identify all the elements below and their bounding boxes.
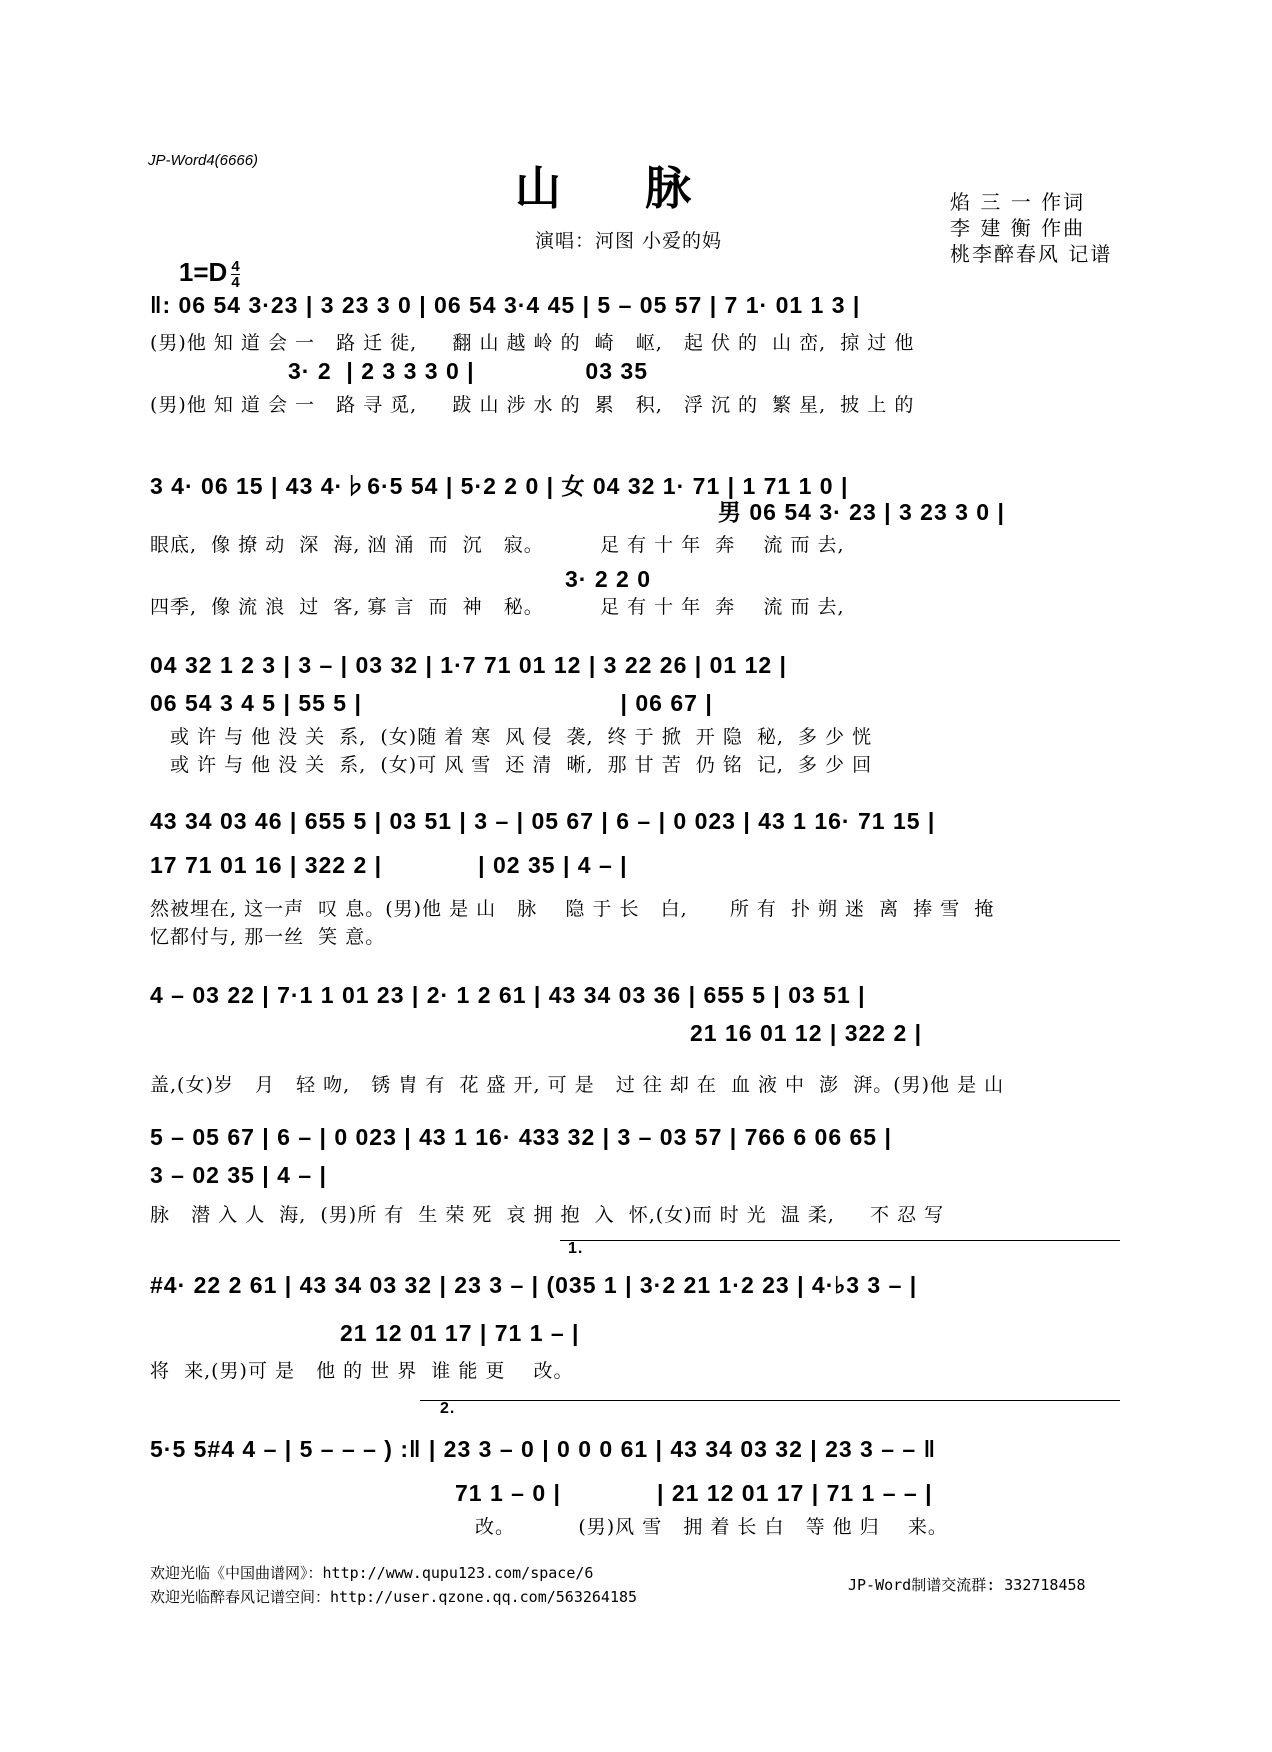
system2-alt-notes: 3· 2 2 0 (565, 566, 651, 592)
system1-notes: ‖: 06 54 3·23 | 3 23 3 0 | 06 54 3·4 45 | 5 – 05 57 | 7 1· 01 1 3 | (150, 292, 861, 318)
system8-notes-lower: 71 1 – 0 | | 21 12 01 17 | 71 1 – – | (455, 1480, 933, 1506)
system2-notes-upper: 3 4· 06 15 | 43 4·♭6·5 54 | 5·2 2 0 | 女 04 32 1· 71 | 1 71 1 0 | (150, 473, 849, 499)
system3-lyric-verse2: 或 许 与 他 没 关 系, (女)可 风 雪 还 清 晰, 那 甘 苦 仍 铭 记, 多 少 回 (170, 754, 873, 776)
transcriber-credit: 桃李醉春风 记谱 (950, 242, 1113, 266)
footer-site-link: 欢迎光临《中国曲谱网》：http://www.qupu123.com/space/6 (150, 1564, 594, 1582)
system2-lyric-verse1: 眼底, 像 撩 动 深 海, 汹 涌 而 沉 寂。 足 有 十 年 奔 流 而 去, (150, 534, 845, 556)
system6-lyric: 脉 潜 入 人 海, (男)所 有 生 荣 死 哀 拥 抱 入 怀,(女)而 时 光 温 柔, 不 忍 写 (150, 1204, 945, 1226)
footer-space-link: 欢迎光临醉春风记谱空间：http://user.qzone.qq.com/563264185 (150, 1588, 638, 1606)
system4-lyric-verse2: 忆都付与, 那一丝 笑 意。 (150, 926, 386, 948)
time-top: 4 (231, 257, 240, 275)
song-title: 山 脉 (515, 161, 696, 215)
system1-lyric-verse2: (男)他 知 道 会 一 路 寻 觅, 跋 山 涉 水 的 累 积, 浮 沉 的 繁 星, 披 上 的 (150, 394, 915, 416)
system8-notes-upper: 5·5 5#4 4 – | 5 – – – ) :‖ | 23 3 – 0 | 0 0 0 61 | 43 34 03 32 | 23 3 – – ‖ (150, 1436, 937, 1462)
system5-notes-upper: 4 – 03 22 | 7·1 1 01 23 | 2· 1 2 61 | 43 34 03 36 | 655 5 | 03 51 | (150, 982, 866, 1008)
system7-notes-lower: 21 12 01 17 | 71 1 – | (340, 1320, 580, 1346)
volta-2-bracket (420, 1400, 1120, 1401)
system7-notes-upper: #4· 22 2 61 | 43 34 03 32 | 23 3 – | (035 1 | 3·2 21 1·2 23 | 4·♭3 3 – | (150, 1272, 918, 1298)
system8-lyric: 改。 (男)风 雪 拥 着 长 白 等 他 归 来。 (475, 1516, 948, 1538)
system1-alt-notes: 3· 2 | 2 3 3 3 0 | 03 35 (288, 358, 648, 384)
volta-1-label: 1. (568, 1240, 584, 1257)
system6-notes-upper: 5 – 05 67 | 6 – | 0 023 | 43 1 16· 433 32 | 3 – 03 57 | 766 6 06 65 | (150, 1124, 892, 1150)
system3-notes-upper: 04 32 1 2 3 | 3 – | 03 32 | 1·7 71 01 12 | 3 22 26 | 01 12 | (150, 652, 787, 678)
composer-credit: 李 建 衡 作曲 (950, 216, 1086, 240)
key-label: 1=D (178, 257, 228, 287)
volta-1-bracket (560, 1240, 1120, 1241)
system4-lyric-verse1: 然被埋在, 这一声 叹 息。(男)他 是 山 脉 隐 于 长 白, 所 有 扑 朔 迷 离 捧 雪 掩 (150, 898, 995, 920)
system3-notes-lower: 06 54 3 4 5 | 55 5 | | 06 67 | (150, 690, 713, 716)
time-bottom: 4 (231, 273, 240, 291)
system1-lyric-verse1: (男)他 知 道 会 一 路 迁 徙, 翻 山 越 岭 的 崎 岖, 起 伏 的 山 峦, 掠 过 他 (150, 332, 915, 354)
system3-lyric-verse1: 或 许 与 他 没 关 系, (女)随 着 寒 风 侵 袭, 终 于 掀 开 隐 秘, 多 少 恍 (170, 726, 873, 748)
system4-notes-lower: 17 71 01 16 | 322 2 | | 02 35 | 4 – | (150, 852, 628, 878)
lyricist-credit: 焰 三 一 作词 (950, 190, 1086, 214)
software-label: JP-Word4(6666) (148, 152, 259, 169)
system2-lyric-verse2: 四季, 像 流 浪 过 客, 寡 言 而 神 秘。 足 有 十 年 奔 流 而 去, (150, 596, 845, 618)
time-signature (231, 259, 239, 290)
volta-2-label: 2. (440, 1400, 456, 1417)
system7-lyric: 将 来,(男)可 是 他 的 世 界 谁 能 更 改。 (150, 1360, 574, 1382)
system5-lyric: 盖,(女)岁 月 轻 吻, 锈 胄 有 花 盛 开, 可 是 过 往 却 在 血 液 中 澎 湃。(男)他 是 山 (150, 1074, 1005, 1096)
system5-notes-lower: 21 16 01 12 | 322 2 | (690, 1020, 923, 1046)
system6-notes-lower: 3 – 02 35 | 4 – | (150, 1162, 327, 1188)
singer-credit: 演唱：河图 小爱的妈 (535, 230, 723, 252)
system4-notes-upper: 43 34 03 46 | 655 5 | 03 51 | 3 – | 05 67 | 6 – | 0 023 | 43 1 16· 71 15 | (150, 808, 936, 834)
footer-group-info: JP-Word制谱交流群: 332718458 (848, 1576, 1086, 1594)
system2-notes-lower: 男 06 54 3· 23 | 3 23 3 0 | (718, 499, 1005, 525)
